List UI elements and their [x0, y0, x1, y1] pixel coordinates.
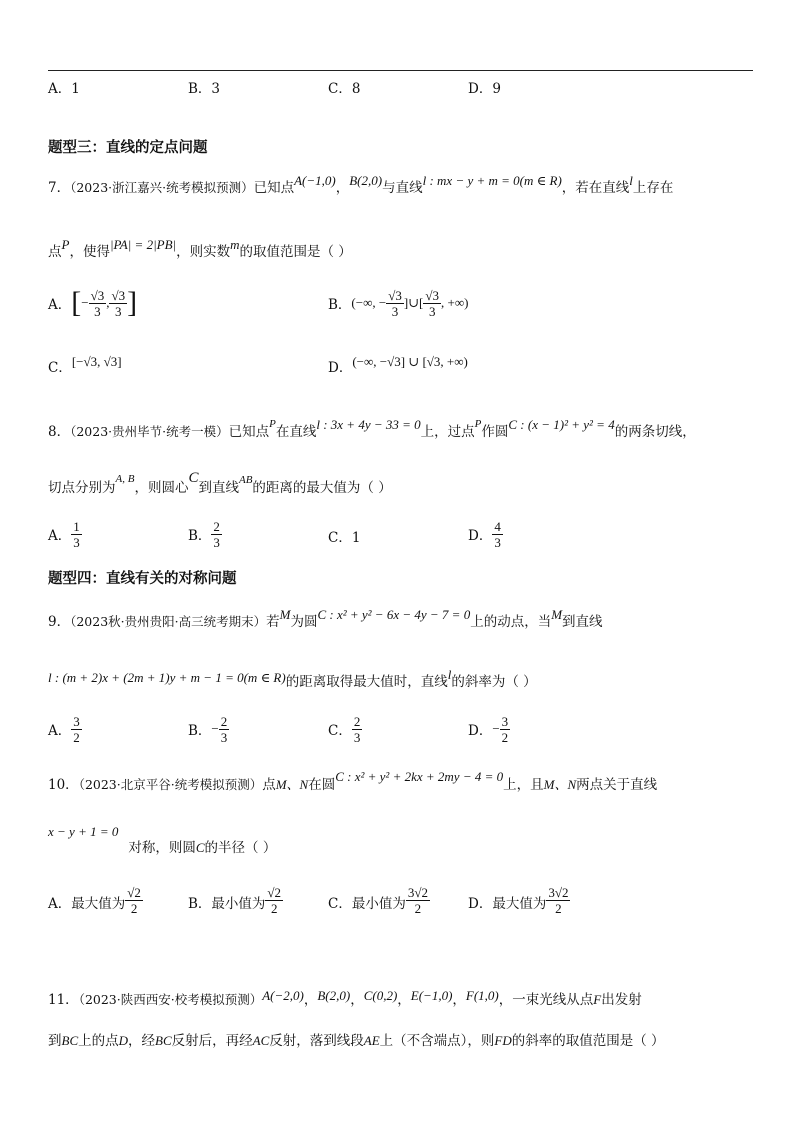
denominator: 3 [353, 729, 361, 745]
point-f: F [593, 992, 602, 1007]
condition-equation: |PA| = 2|PB| [109, 237, 177, 252]
fraction [125, 885, 143, 916]
circle-equation: C : (x − 1)² + y² = 4 [508, 417, 615, 432]
question-text: 的距离取得最大值时，直线 [285, 674, 448, 690]
line-equation: l : (m + 2)x + (2m + 1)y + m − 1 = 0(m ∈ R) [48, 670, 286, 685]
numerator: √3 [425, 287, 440, 303]
question-text: 若 [266, 614, 280, 630]
option-text: [−√3, √3] [71, 354, 122, 369]
numerator: 2 [353, 713, 361, 729]
question-text: 反射后，再经 [171, 1033, 253, 1049]
point-p: P [61, 237, 70, 252]
numerator: √3 [388, 287, 402, 303]
question-text: 上的点 [78, 1033, 119, 1049]
question-text: 上的动点，当 [470, 614, 552, 630]
question-11-line2 [48, 1029, 665, 1049]
question-text: 的半径（ ） [204, 840, 277, 856]
question-text: 为圆 [290, 614, 318, 630]
question-number: 11． [48, 992, 79, 1008]
question-text: 作圆 [481, 424, 509, 440]
comma: , [106, 295, 110, 310]
union: ]∪[ [403, 295, 424, 310]
numerator: 4 [494, 518, 501, 534]
section-heading-3: 题型三：直线的定点问题 [48, 140, 208, 156]
question-text: 上存在 [632, 180, 674, 196]
option-label: A． [48, 297, 72, 313]
line-symbol: l [447, 667, 452, 682]
prev-option-d: D．9 [468, 81, 501, 97]
question-7-option-c[interactable] [48, 356, 122, 376]
denominator: 2 [270, 901, 278, 916]
minus-sign: − [211, 721, 219, 736]
question-text: 两点关于直线 [576, 777, 658, 793]
minus-sign: − [492, 721, 500, 736]
question-text: 上，过点 [420, 424, 475, 440]
question-8-line2 [48, 470, 392, 497]
interval-left: (−∞, − [351, 295, 387, 310]
question-text: 上，且 [503, 777, 544, 793]
question-text: ，若在直线 [561, 180, 630, 196]
option-label: C． [48, 360, 72, 376]
numerator: √3 [90, 287, 105, 303]
line-ab: AB [238, 474, 253, 486]
variable-m: m [230, 237, 240, 252]
header-rule [48, 70, 753, 71]
question-text: 对称，则圆 [128, 840, 196, 856]
point-f: F(1,0) [465, 988, 499, 1003]
option-text: D．最大值为 [468, 896, 547, 912]
question-9-option-a[interactable] [48, 711, 82, 747]
question-text: ，则实数 [176, 244, 231, 260]
point-d: D [118, 1033, 129, 1048]
fraction [500, 714, 511, 745]
line-equation: l : 3x + 4y − 33 = 0 [316, 417, 421, 432]
question-9-line1 [48, 607, 603, 630]
question-8-option-b[interactable] [188, 516, 222, 552]
option-label: B． [188, 723, 212, 739]
denominator: 3 [94, 303, 101, 319]
option-label: B． [328, 297, 352, 313]
fraction [71, 519, 82, 550]
option-label: D． [468, 723, 493, 739]
point-c: C(0,2) [363, 988, 398, 1003]
question-text: 与直线 [382, 180, 423, 196]
option-text: B．最小值为 [188, 896, 266, 912]
question-10-option-a[interactable] [48, 876, 143, 916]
question-9-option-b[interactable] [188, 711, 229, 747]
question-8-option-a[interactable] [48, 516, 82, 552]
denominator: 2 [501, 729, 509, 745]
option-label: D． [468, 528, 493, 544]
prev-option-c: C．8 [328, 81, 361, 97]
segment-bc: BC [155, 1033, 172, 1048]
point-a: A(−2,0) [262, 988, 304, 1003]
option-text: (−∞, −√3] ∪ [√3, +∞) [352, 354, 468, 369]
points-mn: M、N [275, 777, 309, 792]
numerator: 3 [501, 713, 509, 729]
line-equation: x − y + 1 = 0 [48, 824, 119, 839]
points-ab: A, B [115, 473, 135, 485]
question-8-option-c[interactable] [328, 526, 360, 546]
question-10-option-d[interactable] [468, 876, 570, 916]
numerator: √2 [267, 885, 282, 900]
numerator: 3√2 [548, 885, 569, 900]
option-label: A． [48, 723, 72, 739]
point-a: A(−1,0) [294, 173, 336, 188]
denominator: 2 [414, 901, 422, 916]
question-number: 10． [48, 777, 79, 793]
question-text: ，一束光线从点 [498, 992, 594, 1008]
denominator: 3 [213, 534, 220, 550]
circle-equation: C : x² + y² + 2kx + 2my − 4 = 0 [335, 769, 504, 784]
question-text: 到直线 [198, 480, 239, 496]
minus-sign: − [81, 295, 89, 310]
numerator: 2 [220, 713, 228, 729]
line-equation: l : mx − y + m = 0(m ∈ R) [422, 173, 562, 188]
numerator: 3√2 [407, 885, 428, 900]
denominator: 2 [73, 729, 80, 745]
question-7-option-a[interactable] [48, 282, 137, 324]
question-text: 的两条切线， [614, 424, 696, 440]
question-text: ，使得 [69, 244, 110, 260]
prev-option-b: B．3 [188, 81, 221, 97]
question-number: 9． [48, 614, 71, 630]
denominator: 3 [391, 303, 399, 319]
question-7-option-b[interactable] [328, 282, 468, 324]
point-p: P [269, 418, 276, 430]
fraction [423, 288, 441, 319]
denominator: 3 [428, 303, 436, 319]
question-source: （2023·浙江嘉兴·统考模拟预测） [70, 180, 254, 195]
option-text: A．最大值为 [48, 896, 126, 912]
fraction [211, 519, 222, 550]
option-text: C．1 [328, 530, 361, 546]
bracket-right: ] [127, 286, 138, 319]
question-source: （2023·贵州毕节·统考一模） [70, 424, 229, 439]
question-9-option-c[interactable] [328, 711, 362, 747]
segment-ae: AE [363, 1033, 380, 1048]
question-number: 7． [48, 180, 71, 196]
question-text: 已知点 [228, 424, 270, 440]
option-label: C． [328, 723, 352, 739]
segment-bc: BC [61, 1033, 79, 1048]
question-text: 的距离的最大值为（ ） [252, 480, 392, 496]
question-text: ，经 [128, 1033, 156, 1049]
question-text: 出发射 [601, 992, 642, 1008]
question-10-line2 [48, 824, 277, 856]
bracket-left: [ [71, 286, 82, 319]
question-8-line1 [48, 417, 696, 440]
denominator: 3 [73, 534, 80, 550]
question-source: （2023·北京平谷·统考模拟预测） [78, 777, 263, 792]
point-p: P [474, 418, 482, 430]
denominator: 3 [220, 729, 228, 745]
numerator: 2 [213, 518, 220, 534]
option-label: D． [328, 360, 353, 376]
fraction [265, 885, 283, 916]
question-text: 反射，落到线段 [269, 1033, 364, 1049]
question-text: 上（不含端点），则 [379, 1033, 495, 1049]
question-10-line1 [48, 769, 658, 793]
point-e: E(−1,0) [410, 988, 453, 1003]
question-7-line1: 7．（2023·浙江嘉兴·统考模拟预测）已知点A(−1,0)，B(2,0)与直线l : mx − y + m = 0(m ∈ R)，若在直线l上存在 [48, 173, 674, 196]
question-text: 的斜率的取值范围是（ ） [511, 1033, 665, 1049]
question-text: 在圆 [308, 777, 336, 793]
line-symbol: l [629, 173, 633, 188]
fraction [546, 885, 570, 916]
question-text: 到 [48, 1033, 62, 1049]
fraction [386, 288, 404, 319]
segment-ac: AC [252, 1033, 270, 1048]
points-mn: M、N [543, 777, 577, 792]
question-text: 已知点 [253, 180, 295, 196]
fraction [109, 288, 127, 319]
prev-option-a: A．1 [48, 81, 80, 97]
denominator: 3 [494, 534, 501, 550]
section-heading-4: 题型四：直线有关的对称问题 [48, 571, 237, 587]
option-text: C．最小值为 [328, 896, 406, 912]
denominator: 2 [130, 901, 138, 916]
fraction [219, 714, 230, 745]
point-m: M [279, 607, 291, 622]
numerator: √3 [111, 287, 126, 303]
point-b: B(2,0) [317, 988, 351, 1003]
question-7-option-d[interactable] [328, 356, 468, 376]
question-text: 点 [262, 777, 276, 793]
fraction [89, 287, 110, 319]
question-9-line2 [48, 667, 537, 690]
question-7-line2 [48, 237, 352, 260]
point-b: B(2,0) [349, 173, 383, 188]
circle-equation: C : x² + y² − 6x − 4y − 7 = 0 [317, 607, 471, 622]
fraction [406, 885, 430, 916]
question-text: 切点分别为 [48, 480, 116, 496]
numerator: 3 [73, 713, 80, 729]
numerator: 1 [73, 518, 80, 534]
denominator: 2 [555, 901, 562, 916]
question-9-option-d[interactable] [468, 711, 510, 747]
question-text: 点 [48, 244, 62, 260]
question-10-option-c[interactable] [328, 876, 430, 916]
question-text: 到直线 [562, 614, 603, 630]
option-label: B． [188, 528, 212, 544]
numerator: √2 [127, 885, 141, 900]
question-10-option-b[interactable] [188, 876, 283, 916]
center-c: C [188, 470, 199, 486]
question-source: （2023秋·贵州贵阳·高三统考期末） [70, 614, 267, 629]
interval-right: , +∞) [441, 295, 469, 310]
question-text: 的斜率为（ ） [451, 674, 537, 690]
question-number: 8． [48, 424, 71, 440]
segment-fd: FD [494, 1033, 512, 1048]
fraction [492, 519, 503, 550]
fraction [71, 714, 82, 745]
question-text: ，则圆心 [134, 480, 189, 496]
denominator: 3 [115, 303, 122, 319]
question-source: （2023·陕西西安·校考模拟预测） [78, 992, 263, 1007]
question-text: 的取值范围是（ ） [239, 244, 352, 260]
question-11-line1: 11．（2023·陕西西安·校考模拟预测）A(−2,0)，B(2,0)，C(0,2)，E(−1,0)，F(1,0)，一束光线从点F出发射 [48, 988, 642, 1008]
fraction [352, 714, 363, 745]
option-label: A． [48, 528, 72, 544]
circle-c: C [195, 840, 205, 855]
point-m: M [551, 607, 563, 622]
question-text: 在直线 [275, 424, 317, 440]
question-8-option-d[interactable] [468, 516, 503, 552]
